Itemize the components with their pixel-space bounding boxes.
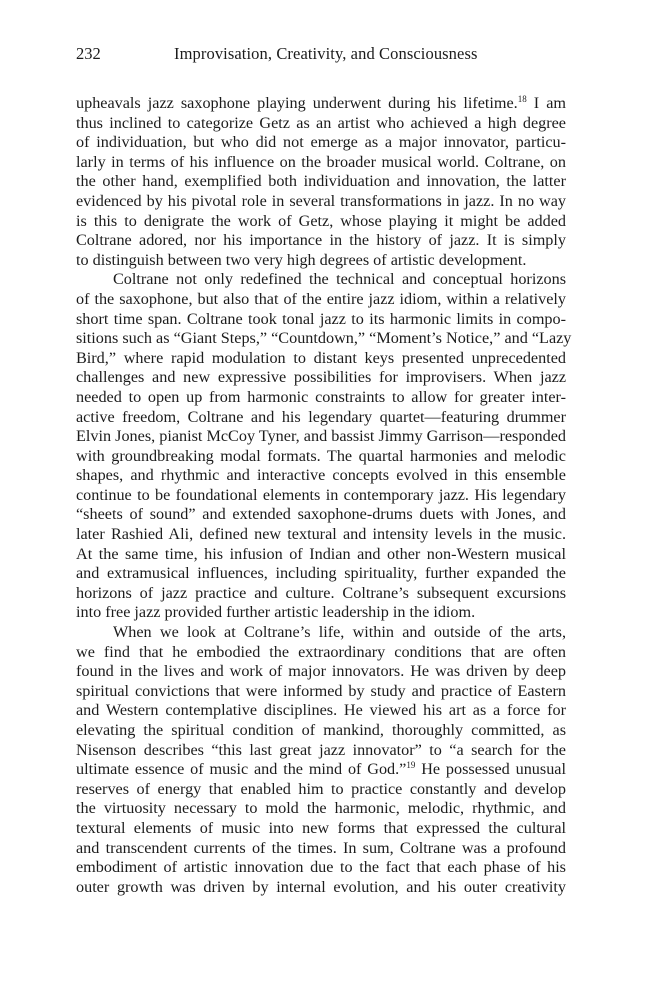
text-line (76, 858, 566, 878)
text-line-content: with groundbreaking modal formats. The quartal harmonies and melodic (76, 446, 566, 465)
text-line (76, 329, 572, 349)
text-line-content: embodiment of artistic innovation due to the fact that each phase of his (76, 858, 566, 877)
text-line (76, 505, 566, 525)
text-line-content: is this to denigrate the work of Getz, whose playing it might be added (76, 211, 566, 230)
text-line (76, 270, 566, 290)
text-line-content: of the saxophone, but also that of the entire jazz idiom, within a relatively (76, 289, 566, 308)
text-line-content: elevating the spiritual condition of mankind, thoroughly committed, as (76, 721, 566, 739)
text-line-content: Coltrane not only redefined the technical and conceptual horizons (113, 270, 566, 289)
text-line (76, 427, 566, 447)
text-line-content: active freedom, Coltrane and his legendary quartet—featuring drummer (76, 407, 566, 426)
text-line-content: found in the lives and work of major innovators. He was driven by deep (76, 662, 566, 681)
text-line-content: evidenced by his pivotal role in several transformations in jazz. In no way (76, 191, 566, 210)
text-line (76, 231, 566, 251)
text-line (76, 564, 566, 584)
text-line (76, 760, 566, 780)
text-line-content: textural elements of music into new forms that expressed the cultural (76, 818, 566, 837)
text-line-content: spiritual convictions that were informed by study and practice of Eastern (76, 681, 566, 700)
text-line (76, 192, 566, 212)
text-line-content: needed to open up from harmonic constraints to allow for greater inter- (76, 387, 566, 406)
text-line (76, 94, 566, 114)
text-line-content: thus inclined to categorize Getz as an artist who achieved a high degree (76, 113, 566, 132)
footnote-marker: 18 (517, 94, 527, 104)
text-line-content: larly in terms of his influence on the broader musical world. Coltrane, on (76, 152, 566, 171)
text-line (76, 603, 566, 623)
text-line-content: short time span. Coltrane took tonal jazz to its harmonic limits in compo- (76, 309, 566, 328)
text-line-content: and transcendent currents of the times. In sum, Coltrane was a profound (76, 838, 566, 857)
text-line-content: ultimate essence of music and the mind of God.” (76, 760, 407, 779)
page-number: 232 (76, 44, 101, 63)
text-line-content: the virtuosity necessary to mold the harmonic, melodic, rhythmic, and (76, 799, 566, 818)
text-line (76, 153, 566, 173)
text-line (76, 310, 566, 330)
text-line-content: the other hand, exemplified both individuation and innovation, the latter (76, 172, 566, 191)
text-line-content: outer growth was driven by internal evolution, and his outer creativity (76, 877, 566, 896)
text-line (76, 780, 566, 800)
text-line-content: and Western contemplative disciplines. He viewed his art as a force for (76, 701, 566, 720)
text-line (76, 466, 566, 486)
text-line (76, 839, 566, 859)
text-line (76, 251, 566, 271)
text-line (76, 819, 566, 839)
text-line-content: horizons of jazz practice and culture. Coltrane’s subsequent excursions (76, 583, 566, 602)
text-line (76, 623, 566, 643)
body-text (76, 94, 572, 897)
text-line (76, 368, 566, 388)
text-line (76, 643, 566, 663)
text-line-content: challenges and new expressive possibilities for improvisers. When jazz (76, 368, 566, 387)
text-line (76, 408, 566, 428)
text-line (76, 486, 566, 506)
text-line (76, 290, 566, 310)
running-head (76, 44, 566, 68)
text-line-content: Coltrane adored, nor his importance in the history of jazz. It is simply (76, 231, 566, 250)
text-line-content: and extramusical influences, including spirituality, further expanded the (76, 564, 566, 583)
running-title: Improvisation, Creativity, and Consciousness (174, 44, 478, 63)
text-line-content: to distinguish between two very high degrees of artistic development. (76, 250, 527, 269)
text-line-content: we find that he embodied the extraordinary conditions that are often (76, 642, 566, 661)
text-line-content: into free jazz provided further artistic leadership in the idiom. (76, 603, 476, 622)
text-line (76, 388, 566, 408)
text-line (76, 682, 566, 702)
text-line (76, 878, 566, 898)
text-line-content: When we look at Coltrane’s life, within and outside of the arts, (113, 623, 566, 642)
text-line (76, 349, 566, 369)
text-line (76, 525, 566, 545)
text-line-content: later Rashied Ali, defined new textural and intensity levels in the music. (76, 525, 566, 544)
text-line-content: reserves of energy that enabled him to practice constantly and develop (76, 779, 566, 798)
text-line (76, 799, 566, 819)
text-line (76, 447, 566, 467)
text-line-content: sitions such as “Giant Steps,” “Countdown,” “Moment’s Notice,” and “Lazy (76, 329, 572, 348)
text-line (76, 701, 566, 721)
text-line (76, 114, 566, 134)
text-line (76, 133, 566, 153)
text-line-content: Elvin Jones, pianist McCoy Tyner, and bassist Jimmy Garrison—responded (76, 427, 566, 446)
text-line (76, 212, 566, 232)
text-line-content: shapes, and rhythmic and interactive concepts evolved in this ensemble (76, 466, 566, 485)
text-line-content: At the same time, his infusion of Indian and other non-Western musical (76, 544, 566, 563)
text-line (76, 545, 566, 565)
text-line-content: of individuation, but who did not emerge as a major innovator, particu- (76, 133, 566, 152)
text-line-content: upheavals jazz saxophone playing underwent during his lifetime. (76, 94, 518, 112)
text-line (76, 721, 566, 741)
text-line-content: “sheets of sound” and extended saxophone-drums duets with Jones, and (76, 505, 566, 524)
text-line-continuation: I am (526, 94, 566, 112)
text-line (76, 741, 566, 761)
text-line-content: continue to be foundational elements in contemporary jazz. His legendary (76, 485, 566, 504)
text-line-content: Nisenson describes “this last great jazz innovator” to “a search for the (76, 740, 566, 759)
text-line (76, 172, 566, 192)
text-line-continuation: He possessed unusual (415, 760, 566, 779)
text-line (76, 584, 566, 604)
text-line-content: Bird,” where rapid modulation to distant keys presented unprecedented (76, 348, 566, 367)
text-line (76, 662, 566, 682)
footnote-marker: 19 (406, 760, 416, 771)
